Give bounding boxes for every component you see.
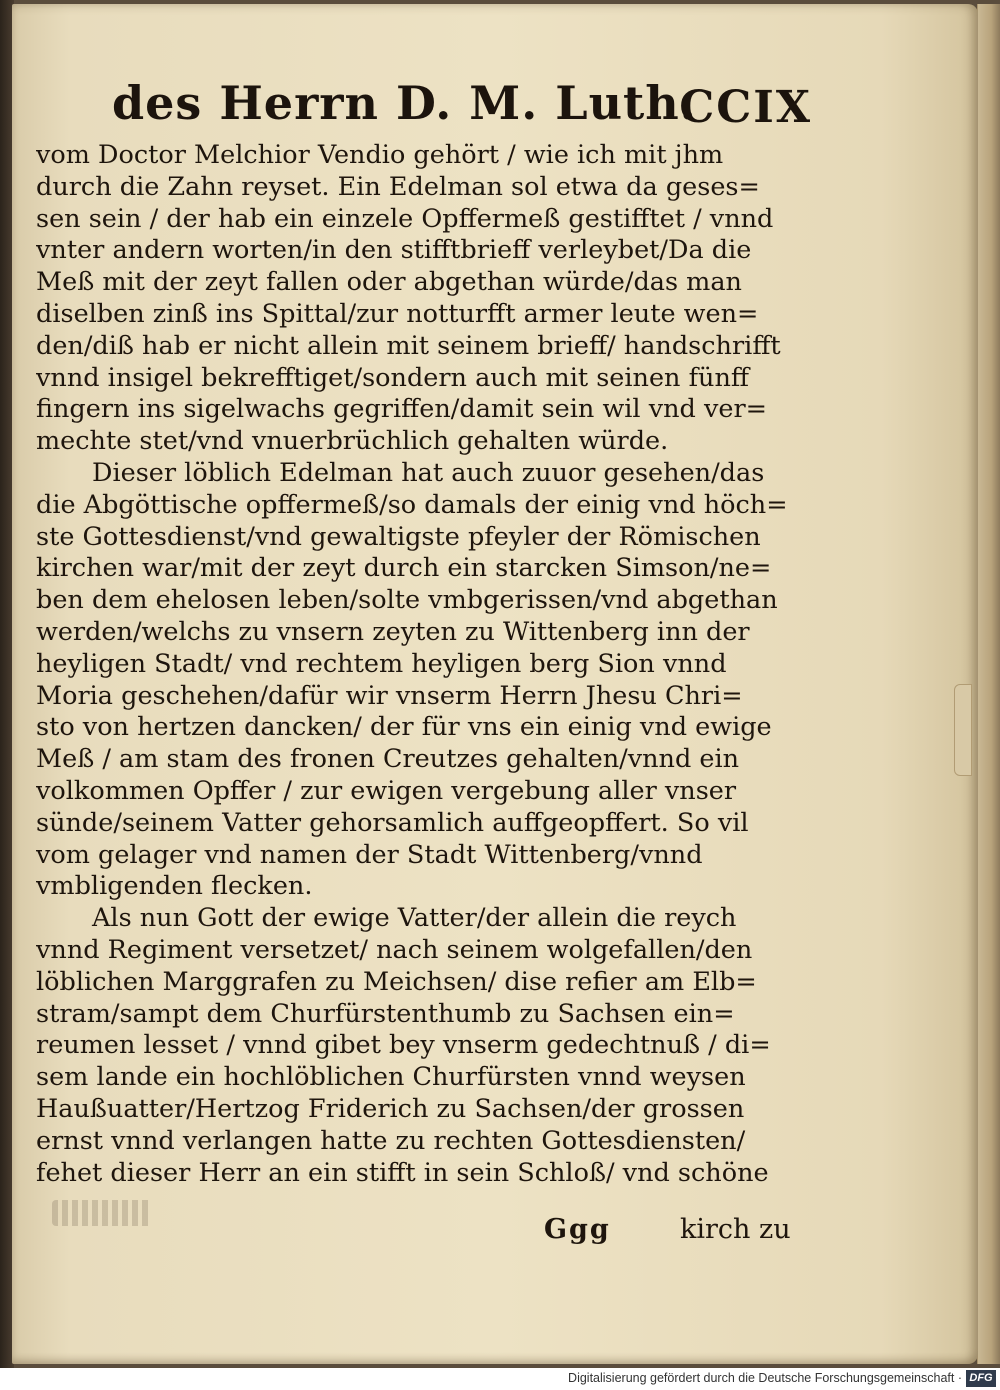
text-line: Meß mit der zeyt fallen oder abgethan würde/das man bbox=[36, 267, 742, 298]
text-line: stram/sampt dem Churfürstenthumb zu Sachsen ein= bbox=[36, 998, 735, 1029]
text-line: mechte stet/vnd vnuerbrüchlich gehalten würde. bbox=[36, 426, 669, 457]
ink-bleed-through bbox=[52, 1200, 152, 1226]
text-line: sen sein / der hab ein einzele Opffermeß gestifftet / vnnd bbox=[36, 203, 774, 234]
credit-bar bbox=[0, 1368, 1000, 1390]
text-line: vnnd Regiment versetzet/ nach seinem wolgefallen/den bbox=[36, 934, 753, 965]
text-line: fingern ins sigelwachs gegriffen/damit sein wil vnd ver= bbox=[36, 394, 768, 425]
text-line: vmbligenden flecken. bbox=[36, 871, 313, 902]
text-line: vnter andern worten/in den stifftbrieff verleybet/Da die bbox=[36, 235, 752, 266]
text-line: löblichen Marggrafen zu Meichsen/ dise refier am Elb= bbox=[36, 966, 757, 997]
text-line: fehet dieser Herr an ein stifft in sein Schloß/ vnd schöne bbox=[36, 1157, 769, 1188]
text-line: ernst vnnd verlangen hatte zu rechten Gottesdiensten/ bbox=[36, 1125, 746, 1156]
body-text bbox=[36, 140, 816, 1189]
paragraph-start-line: Dieser löblich Edelman hat auch zuuor gesehen/das bbox=[92, 457, 765, 488]
signature-mark: Ggg bbox=[544, 1214, 611, 1245]
folio-number: CCIX bbox=[679, 82, 812, 133]
catchword: kirch zu bbox=[680, 1214, 791, 1245]
text-line: die Abgöttische opffermeß/so damals der einig vnd höch= bbox=[36, 489, 788, 520]
text-line: reumen lesset / vnnd gibet bey vnserm gedechtnuß / di= bbox=[36, 1030, 771, 1061]
text-line: Haußuatter/Hertzog Friderich zu Sachsen/der grossen bbox=[36, 1093, 745, 1124]
running-head: des Herrn D. M. Luth. bbox=[112, 76, 697, 130]
text-line: heyligen Stadt/ vnd rechtem heyligen berg Sion vnnd bbox=[36, 648, 727, 679]
page-stack-edge bbox=[977, 4, 1000, 1364]
text-line: ste Gottesdienst/vnd gewaltigste pfeyler der Römischen bbox=[36, 521, 761, 552]
text-line: werden/welchs zu vnsern zeyten zu Wittenberg inn der bbox=[36, 616, 750, 647]
text-line: vom gelager vnd namen der Stadt Wittenberg/vnnd bbox=[36, 839, 703, 870]
text-line: durch die Zahn reyset. Ein Edelman sol etwa da geses= bbox=[36, 171, 760, 202]
text-line: kirchen war/mit der zeyt durch ein starcken Simson/ne= bbox=[36, 553, 772, 584]
text-line: sünde/seinem Vatter gehorsamlich auffgeopffert. So vil bbox=[36, 807, 749, 838]
text-line: vnnd insigel bekrefftiget/sondern auch mit seinen fünff bbox=[36, 362, 749, 393]
text-line: vom Doctor Melchior Vendio gehört / wie ich mit jhm bbox=[36, 140, 724, 170]
text-line: den/diß hab er nicht allein mit seinem brieff/ handschrifft bbox=[36, 330, 781, 361]
text-line: diselben zinß ins Spittal/zur notturfft armer leute wen= bbox=[36, 298, 759, 329]
text-line: Meß / am stam des fronen Creutzes gehalten/vnnd ein bbox=[36, 744, 740, 775]
text-line: sem lande ein hochlöblichen Churfürsten vnnd weysen bbox=[36, 1062, 746, 1093]
text-line: Moria geschehen/dafür wir vnserm Herrn Jhesu Chri= bbox=[36, 680, 743, 711]
page-tab-mark bbox=[954, 684, 972, 776]
text-line: sto von hertzen dancken/ der für vns ein einig vnd ewige bbox=[36, 712, 772, 743]
paragraph-start-line: Als nun Gott der ewige Vatter/der allein die reych bbox=[92, 903, 737, 934]
page-header bbox=[112, 76, 812, 146]
text-line: volkommen Opffer / zur ewigen vergebung aller vnser bbox=[36, 775, 737, 806]
dfg-logo: DFG bbox=[966, 1370, 996, 1387]
funding-credit: Digitalisierung gefördert durch die Deutsche Forschungsgemeinschaft · bbox=[568, 1371, 962, 1385]
text-line: ben dem ehelosen leben/solte vmbgerissen/vnd abgethan bbox=[36, 585, 778, 616]
